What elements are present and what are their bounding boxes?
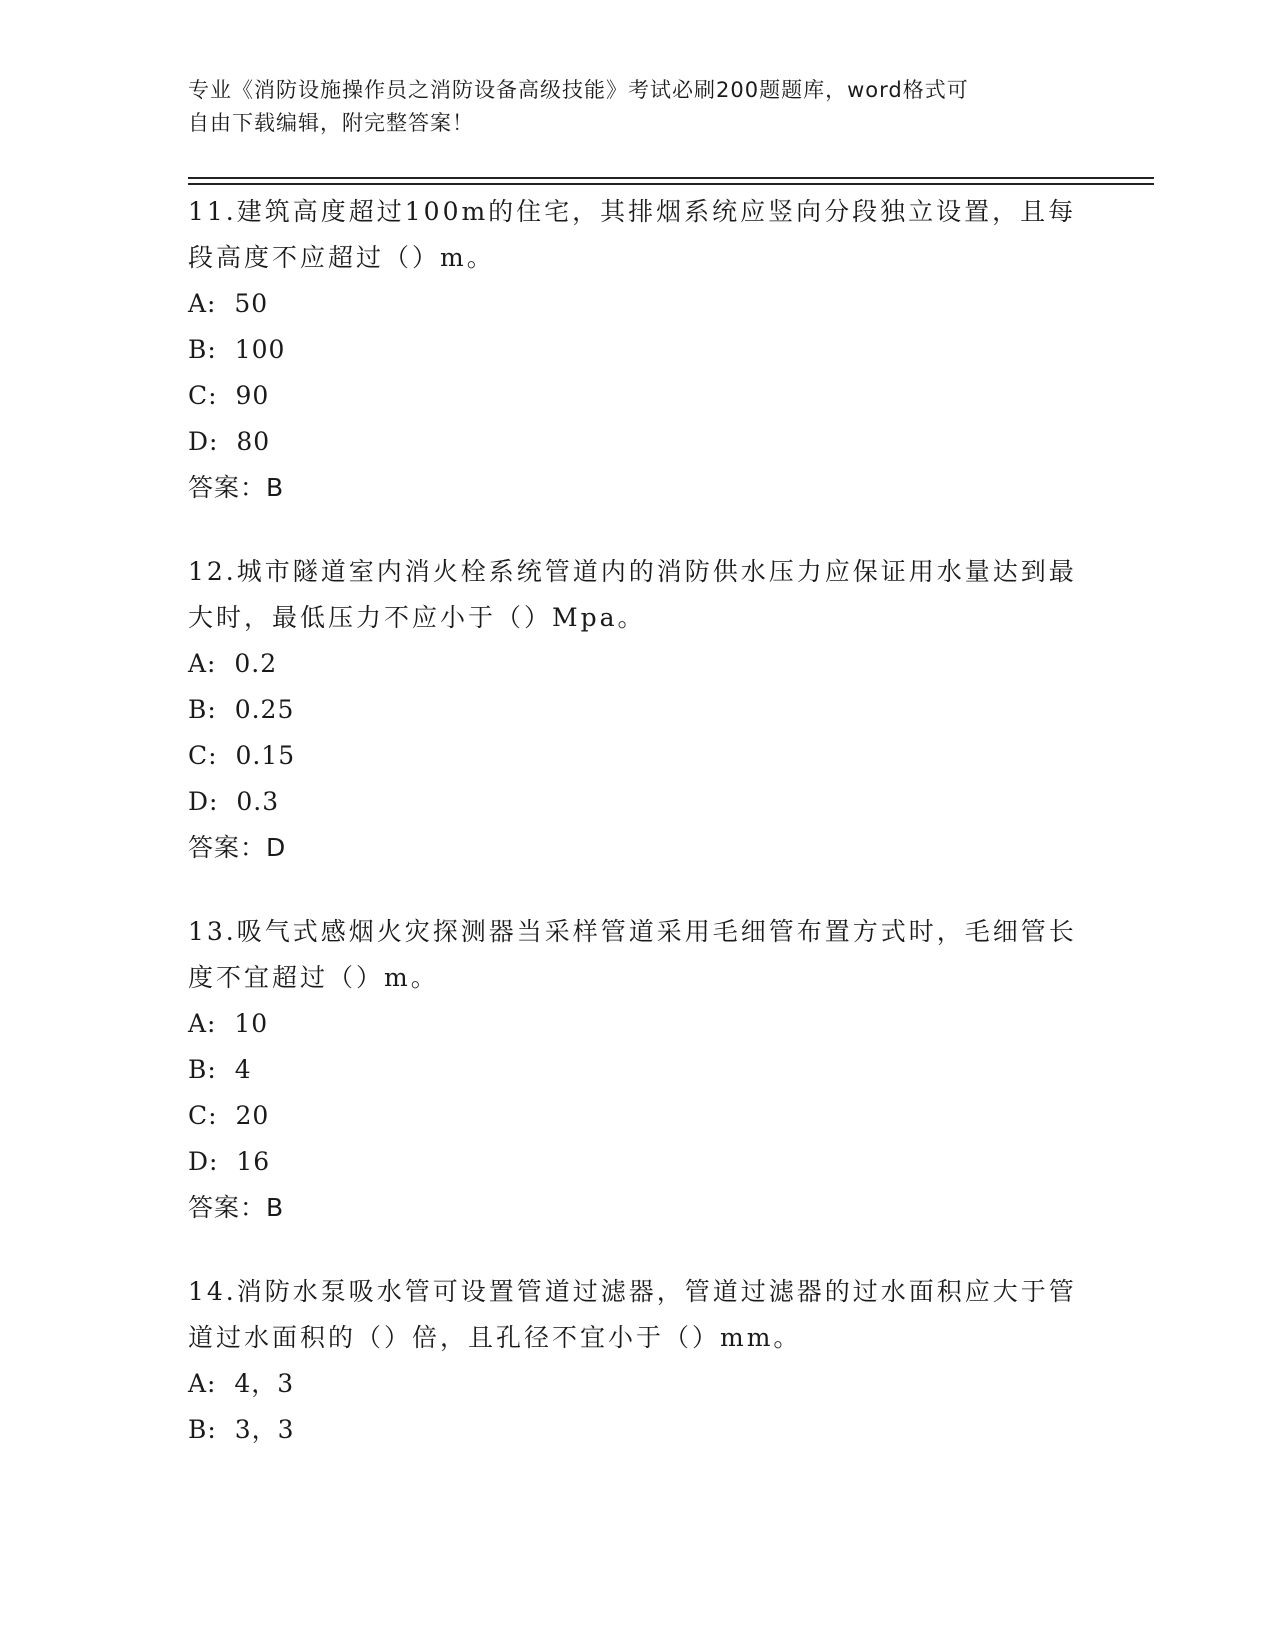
option-b: B: 4 [188,1055,252,1084]
header-divider-top [188,177,1154,179]
option-c: C: 20 [188,1101,270,1130]
option-d: D: 16 [188,1147,271,1176]
option-c: C: 90 [188,381,270,410]
question-11 [188,189,1088,510]
header-line-1: 专业《消防设施操作员之消防设备高级技能》考试必刷200题题库，word格式可 [188,78,969,102]
option-b: B: 0.25 [188,695,295,724]
option-a: A: 10 [188,1009,269,1038]
option-a: A: 4，3 [188,1369,295,1398]
document-header [188,74,1068,140]
option-b: B: 100 [188,335,286,364]
option-a: A: 0.2 [188,649,278,678]
option-c: C: 0.15 [188,741,296,770]
option-d: D: 80 [188,427,271,456]
header-line-2: 自由下载编辑，附完整答案！ [188,111,474,135]
question-14 [188,1269,1088,1453]
header-divider-bottom [188,183,1154,185]
answer-label: 答案：B [188,473,285,502]
question-text: 13.吸气式感烟火灾探测器当采样管道采用毛细管布置方式时，毛细管长度不宜超过（）m。 [188,917,1077,992]
question-13 [188,909,1088,1230]
answer-label: 答案：D [188,833,287,862]
question-12 [188,549,1088,870]
question-text: 14.消防水泵吸水管可设置管道过滤器，管道过滤器的过水面积应大于管道过水面积的（）倍，且孔径不宜小于（）mm。 [188,1277,1077,1352]
option-d: D: 0.3 [188,787,280,816]
answer-label: 答案：B [188,1193,285,1222]
question-text: 12.城市隧道室内消火栓系统管道内的消防供水压力应保证用水量达到最大时，最低压力不应小于（）Mpa。 [188,557,1077,632]
option-a: A: 50 [188,289,269,318]
option-b: B: 3，3 [188,1415,295,1444]
question-text: 11.建筑高度超过100m的住宅，其排烟系统应竖向分段独立设置，且每段高度不应超过（）m。 [188,197,1077,272]
question-list [188,189,1088,1492]
